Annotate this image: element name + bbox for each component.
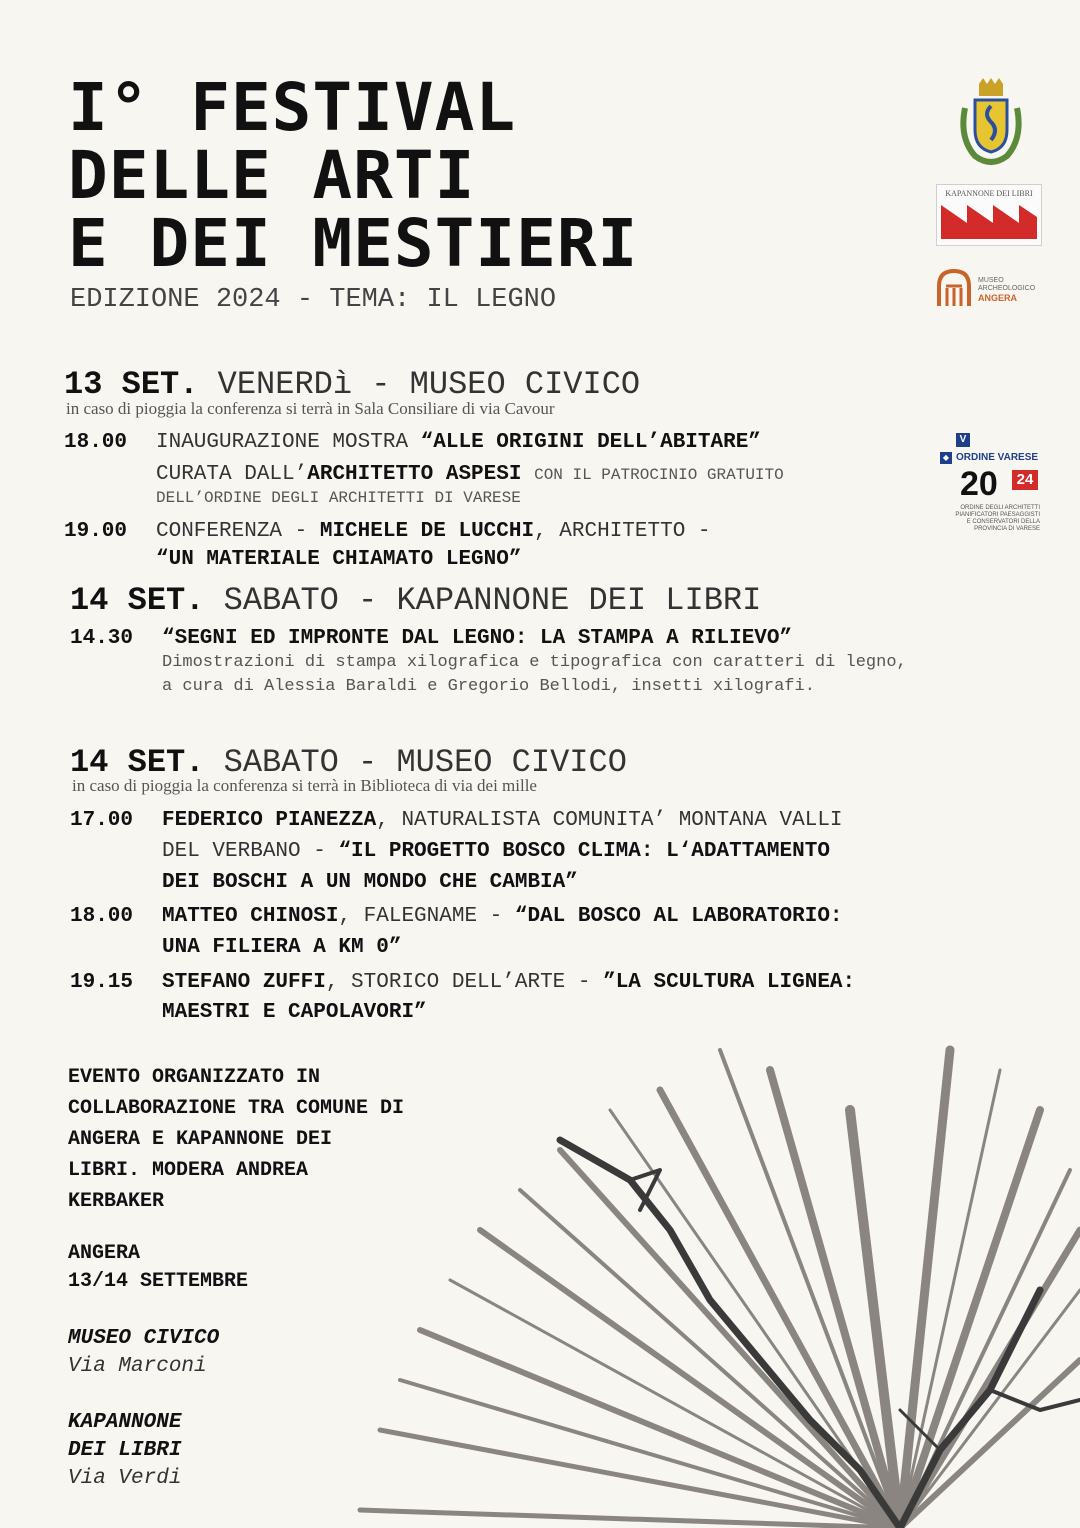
ordine-line2: PIANIFICATORI PAESAGGISTI (955, 512, 1040, 518)
day3-event1-line2: DEL VERBANO - “IL PROGETTO BOSCO CLIMA: L‘ADATTAMENTO (162, 840, 830, 863)
day1-event1: 18.00 INAUGURAZIONE MOSTRA “ALLE ORIGINI DELL’ABITARE” (64, 431, 761, 454)
day3-rain-note: in caso di pioggia la conferenza si terrà in Biblioteca di via dei mille (72, 776, 537, 795)
location-dates: ANGERA 13/14 SETTEMBRE (68, 1242, 249, 1293)
venue1-name: MUSEO CIVICO (68, 1327, 220, 1350)
kapannone-logo (936, 184, 1042, 246)
museo-logo-line2: ARCHEOLOGICO (978, 285, 1036, 292)
day1-event1-line3: DELL’ORDINE DEGLI ARCHITETTI DI VARESE (156, 489, 521, 507)
ordine-label: ORDINE VARESE (956, 452, 1039, 463)
ordine-year: 20 (960, 465, 998, 503)
venue2-name: KAPANNONE DEI LIBRI (68, 1411, 182, 1462)
day1-event2-line2: “UN MATERIALE CHIAMATO LEGNO” (156, 548, 522, 571)
museo-archeologico-logo (936, 268, 1046, 308)
day2-event1: 14.30 “SEGNI ED IMPRONTE DAL LEGNO: LA STAMPA A RILIEVO” (70, 627, 793, 650)
day3-event2: 18.00 MATTEO CHINOSI, FALEGNAME - “DAL BOSCO AL LABORATORIO: (70, 905, 843, 928)
edition-subtitle: EDIZIONE 2024 - TEMA: IL LEGNO (70, 285, 557, 315)
ordine-line4: PROVINCIA DI VARESE (974, 526, 1040, 532)
ordine-v-badge: V (956, 433, 970, 447)
day3-event3: 19.15 STEFANO ZUFFI, STORICO DELL’ARTE - ”LA SCULTURA LIGNEA: (70, 971, 856, 994)
day1-rain-note: in caso di pioggia la conferenza si terrà in Sala Consiliare di via Cavour (66, 399, 555, 418)
ordine-line3: E CONSERVATORI DELLA (966, 519, 1040, 525)
day2-heading: 14 SET. SABATO - KAPANNONE DEI LIBRI (70, 582, 762, 619)
museo-logo-line1: MUSEO (978, 277, 1004, 284)
day2-event1-desc2: a cura di Alessia Baraldi e Gregorio Bellodi, insetti xilografi. (162, 677, 815, 696)
wood-cracks-illustration (340, 1030, 1080, 1528)
festival-title: I° FESTIVAL DELLE ARTI E DEI MESTIERI (68, 69, 639, 282)
museo-logo-line3: ANGERA (978, 293, 1018, 303)
ordine-year-badge: 24 (1012, 470, 1038, 490)
arch-icon (936, 268, 972, 306)
day1-event2: 19.00 CONFERENZA - MICHELE DE LUCCHI, ARCHITETTO - (64, 520, 711, 543)
comune-coat-of-arms-icon (955, 78, 1027, 168)
ordine-varese-logo (938, 433, 1044, 537)
day3-event2-line2: UNA FILIERA A KM 0” (162, 936, 402, 959)
day3-heading: 14 SET. SABATO - MUSEO CIVICO (70, 744, 627, 781)
day1-heading: 13 SET. VENERDì - MUSEO CIVICO (64, 366, 641, 403)
day1-event1-line2: CURATA DALL’ARCHITETTO ASPESI CON IL PATROCINIO GRATUITO (156, 463, 784, 486)
venue-museo-civico (68, 1325, 219, 1381)
organizer-text: EVENTO ORGANIZZATO IN COLLABORAZIONE TRA COMUNE DI ANGERA E KAPANNONE DEI LIBRI. MODERA ANDREA KERBAKER (68, 1066, 405, 1213)
day3-event3-line2: MAESTRI E CAPOLAVORI” (162, 1001, 427, 1024)
venue-kapannone (68, 1409, 181, 1493)
day2-event1-desc1: Dimostrazioni di stampa xilografica e tipografica con caratteri di legno, (162, 653, 907, 672)
ordine-line1: ORDINE DEGLI ARCHITETTI (960, 505, 1040, 511)
ordine-diamond-icon: ◆ (940, 452, 952, 464)
day3-event1: 17.00 FEDERICO PIANEZZA, NATURALISTA COMUNITA’ MONTANA VALLI (70, 809, 843, 832)
venue2-address: Via Verdi (68, 1467, 182, 1490)
kapannone-logo-text: KAPANNONE DEI LIBRI (945, 189, 1033, 198)
venue1-address: Via Marconi (68, 1355, 207, 1378)
day3-event1-line3: DEI BOSCHI A UN MONDO CHE CAMBIA” (162, 871, 578, 894)
factory-roof-icon (937, 199, 1041, 243)
